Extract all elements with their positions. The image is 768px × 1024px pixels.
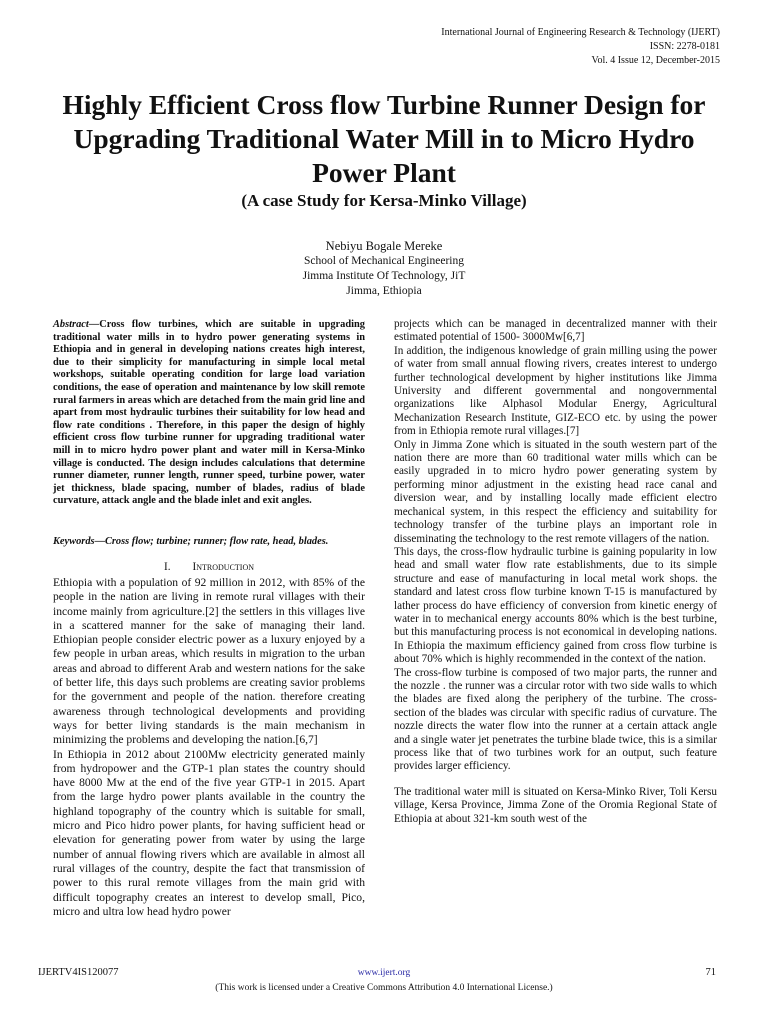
paragraph: In Ethiopia in 2012 about 2100Mw electricity generated mainly from hydropower and the GTP-1 plan states the country should have 8000 Mw at the end of the five year GTP-1 in 2015. Apart from the large hydro power plants available in the country the highland topography of the country which is suitable for small, micro and Pico hidro power plants, for having sufficient head or elevation for generating power from water by using the large number of annual flowing rivers which are available in almost all rural villages of the country, despite the fact that transmission of power to this rural remote villages from the main grid with difficult topography creates an interest to develop small, Pico, micro and ultra low head hydro power: [53, 747, 365, 918]
keywords: Keywords—Cross flow; turbine; runner; flow rate, head, blades.: [53, 536, 329, 547]
author-name: Nebiyu Bogale Mereke: [325, 239, 443, 253]
journal-name: International Journal of Engineering Research & Technology (IJERT): [441, 27, 720, 38]
abstract-text: —Cross flow turbines, which are suitable in upgrading traditional water mills in to hydro power generating systems in Ethiopia and in general in developing nations creates high interest, due to their simplicity for manufacturing in simple local metal workshops, suitable operating condition for large load variation conditions, the ease of operation and maintenance by low skill remote rural farmers in areas which are detached from the main grid line and apart from most hydraulic turbines their suitability for low head and flow rate conditions . Therefore, in this paper the design of highly efficient cross flow turbine runner for upgrading traditional water mill in to micro hydro power plant and water mill in Kersa-Minko village is conducted. The design includes calculations that determine runner diameter, runner length, runner speed, turbine power, water jet thickness, blade spacing, number of blades, radius of blade curvature, attack angle and the blade inlet and exit angles.: [53, 319, 365, 507]
paragraph: This days, the cross-flow hydraulic turbine is gaining popularity in low head and small water flow rate establishments, due to its simple structure and ease of manufacturing in local metal work shops. the standard and latest cross flow turbine known T-15 is manufactured by lather process do have efficiency of conversion from kinetic energy of water in to mechanical energy accounts 80% which is the best turbine, but this manufacturing process is not economical in developing nations. In Ethiopia the maximum efficiency gained from cross flow turbine is about 70% which is highly recommended in the context of the nation.: [394, 545, 717, 666]
paragraph: The cross-flow turbine is composed of two major parts, the runner and the nozzle . the runner was a circular rotor with two side walls to which the blades are fixed along the periphery of the turbine. The cross-section of the blades was circular with specific radius of curvature. The nozzle directs the water flow into the runner at a certain attack angle and a single water jet penetrates the turbine blade twice, this is a similar process like that of two turbines work for an output, such feature provides larger efficiency.: [394, 666, 717, 773]
issue-info: Vol. 4 Issue 12, December-2015: [591, 55, 720, 66]
paragraph: In addition, the indigenous knowledge of grain milling using the power of water from small annual flowing rivers, creates interest to undergo further technological development by higher institutions like Jimma University and different governmental and nongovernmental organizations like Alphasol Modular Energy, Agricultural Mechanization Research Institute, GIZ-ECO etc. by using the power from in Ethiopia remote rural villages.[7]: [394, 344, 717, 438]
paragraph: The traditional water mill is situated on Kersa-Minko River, Toli Kersu village, Kersa Province, Jimma Zone of the Oromia Regional State of Ethiopia at about 321-km south west of the: [394, 785, 717, 825]
paper-id: IJERTV4IS120077: [38, 967, 119, 978]
affiliation-line: Jimma, Ethiopia: [346, 285, 422, 297]
section-number: I.: [163, 561, 171, 573]
page-number: 71: [705, 967, 716, 978]
paper-title: Highly Efficient Cross flow Turbine Runner Design for Upgrading Traditional Water Mill in to Micro Hydro Power Plant: [62, 89, 706, 188]
abstract: [53, 319, 365, 508]
paper-subtitle: (A case Study for Kersa-Minko Village): [241, 191, 527, 210]
author-block: [60, 239, 708, 299]
journal-header: [441, 26, 720, 68]
paragraph: Only in Jimma Zone which is situated in the south western part of the nation there are more than 60 traditional water mills which can be easily upgraded in to micro hydro power generating system by performing minor adjustment in the existing head race canal and diversion wear, and by installing locally made efficient electro mechanical system, in this respect the efficiency and suitability for technology transfer of the turbine plays an important role in disseminating the technology to the rest remote villagers of the nation.: [394, 438, 717, 545]
section-heading: [53, 560, 365, 574]
section-title: Introduction: [192, 561, 255, 573]
issn: ISSN: 2278-0181: [649, 41, 720, 52]
paragraph: projects which can be managed in decentralized manner with their estimated potential of 1500- 3000Mw[6,7]: [394, 318, 717, 344]
left-column-body: [53, 576, 365, 919]
license-note: (This work is licensed under a Creative Commons Attribution 4.0 International License.): [215, 983, 553, 993]
affiliation-line: Jimma Institute Of Technology, JiT: [302, 270, 466, 282]
abstract-label: Abstract: [53, 319, 89, 330]
paragraph: Ethiopia with a population of 92 million in 2012, with 85% of the people in the nation are living in remote rural villages with their income mainly from agriculture.[2] the settlers in this villages live in a scattered manner for the sake of managing their land. Ethiopian people consider electric power as a luxury enjoyed by a few people in urban areas, which results in migration to the urban areas and abroad to different Arab and western nations for the sake of better life, this days such problems are creating savior problems for the government and people of the nation. therefore creating awareness through technological developments and providing ways for better living standards is the main mechanism in minimizing the problems and developing the nation.[6,7]: [53, 576, 365, 747]
right-column-body: [394, 318, 717, 826]
journal-url-link[interactable]: www.ijert.org: [357, 968, 411, 978]
affiliation-line: School of Mechanical Engineering: [304, 255, 464, 267]
